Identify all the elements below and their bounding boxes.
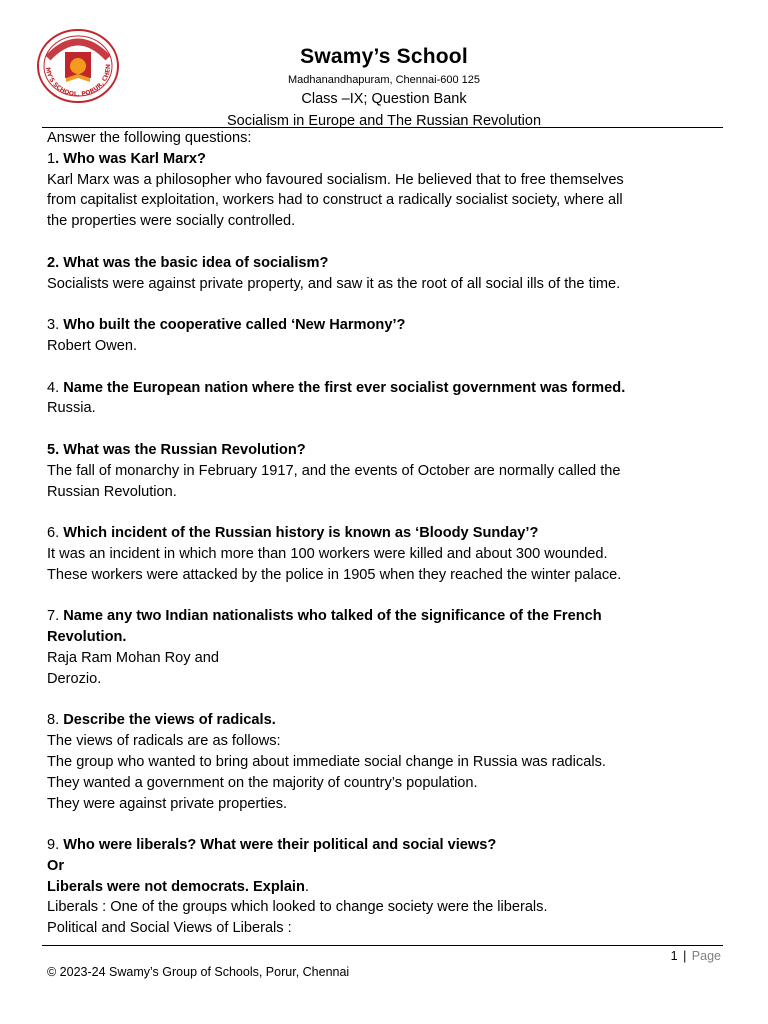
answer-line: The group who wanted to bring about immediate social change in Russia was radicals. — [47, 753, 606, 770]
question-4: 4. Name the European nation where the first ever socialist government was formed. — [47, 379, 626, 396]
answer-line: The fall of monarchy in February 1917, and the events of October are normally called the — [47, 462, 621, 479]
answer-line: They wanted a government on the majority of country’s population. — [47, 774, 478, 791]
question-1: 1. Who was Karl Marx? — [47, 150, 206, 167]
question-bank-content — [47, 128, 727, 939]
question-9-alternate: Liberals were not democrats. Explain. — [47, 878, 309, 895]
answer-line: Russian Revolution. — [47, 483, 177, 500]
answer-line: Robert Owen. — [47, 337, 138, 354]
answer-line: Raja Ram Mohan Roy and — [47, 649, 219, 666]
answer-line: Derozio. — [47, 670, 102, 687]
answer-line: They were against private properties. — [47, 795, 288, 812]
question-9: 9. Who were liberals? What were their political and social views? — [47, 837, 497, 854]
copyright-footer: © 2023-24 Swamy’s Group of Schools, Porur, Chennai — [47, 965, 350, 979]
footer-divider — [42, 945, 723, 946]
question-6: 6. Which incident of the Russian history is known as ‘Bloody Sunday’? — [47, 525, 539, 542]
or-label: Or — [47, 857, 65, 874]
page-number: 1 | Page — [670, 949, 721, 963]
answer-line: the properties were socially controlled. — [47, 213, 296, 230]
question-3: 3. Who built the cooperative called ‘New Harmony’? — [47, 317, 406, 334]
question-5: 5. What was the Russian Revolution? — [47, 441, 306, 458]
answer-line: Russia. — [47, 400, 96, 417]
question-8: 8. Describe the views of radicals. — [47, 712, 276, 729]
question-2: 2. What was the basic idea of socialism? — [47, 254, 329, 271]
answer-line: These workers were attacked by the police in 1905 when they reached the winter palace. — [47, 566, 622, 583]
answer-line: Karl Marx was a philosopher who favoured socialism. He believed that to free themselves — [47, 171, 624, 188]
chapter-title: Socialism in Europe and The Russian Revolution — [226, 113, 542, 129]
page-header — [0, 44, 768, 131]
class-title: Class –IX; Question Bank — [301, 91, 467, 107]
school-address: Madhanandhapuram, Chennai-600 125 — [287, 74, 481, 86]
school-name: Swamy’s School — [300, 45, 468, 68]
answer-line: The views of radicals are as follows: — [47, 733, 281, 750]
answer-line: It was an incident in which more than 100 workers were killed and about 300 wounded. — [47, 545, 608, 562]
answer-line: Political and Social Views of Liberals : — [47, 920, 292, 937]
answer-line: Socialists were against private property, and saw it as the root of all social ills of the time. — [47, 275, 621, 292]
answer-line: Liberals : One of the groups which looked to change society were the liberals. — [47, 899, 548, 916]
instructions: Answer the following questions: — [47, 130, 252, 146]
question-7: 7. Name any two Indian nationalists who talked of the significance of the French — [47, 608, 602, 625]
svg-text:SWAMY'S SCHOOL, PORUR, CHENNAI: MY'S SCHOOL, PORUR, CHEN — [43, 64, 113, 99]
answer-line: from capitalist exploitation, workers had to construct a radically socialist society, where all — [47, 192, 623, 209]
question-7-continued: Revolution. — [47, 629, 127, 646]
